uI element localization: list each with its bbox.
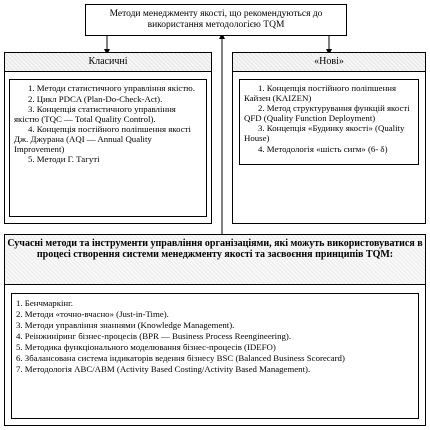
list-item: 7. Методологія ABC/ABM (Activity Based Costing/Activity Based Management). (16, 364, 311, 374)
modern-methods-list (16, 298, 414, 374)
classic-methods-group (4, 52, 212, 224)
list-item: 3. Концепція «Будинку якості» (Quality House) (244, 123, 405, 143)
modern-methods-heading: Сучасні методи та інструменти управління організаціями, які можуть використовуватися в процесі створення системи менеджменту якості та засвоєння принципів TQM: (5, 235, 425, 285)
list-item: 1. Бенчмаркінг. (16, 298, 73, 308)
new-methods-list (244, 84, 414, 154)
list-item: 1. Методи статистичного управління якістю. (28, 83, 195, 93)
diagram-title: Методи менеджменту якості, що рекомендуються до використання методологією TQM (109, 9, 323, 30)
new-methods-header: «Нові» (233, 53, 425, 72)
modern-methods-group (4, 234, 426, 426)
diagram-title-box (85, 4, 347, 36)
list-item: 4. Методологія «шість сигм» (6- δ) (258, 143, 388, 154)
classic-methods-list-box (9, 79, 207, 217)
new-methods-group (232, 52, 426, 224)
list-item: 2. Цикл PDCA (Plan-Do-Check-Act). (28, 93, 163, 104)
list-item: 5. Методика функціонального моделювання бізнес-процесів (IDEFO) (16, 342, 276, 352)
list-item: 4. Реінжиніринг бізнес-процесів (BPR — Business Process Reengineering). (16, 331, 292, 341)
list-item: 4. Концепція постійного поліпшення якості Дж. Джурана (AQI — Annual Quality Improvement) (14, 124, 191, 154)
new-methods-list-box (239, 79, 419, 165)
list-item: 1. Концепція постійного поліпшення Кайзен (KAIZEN) (244, 83, 397, 103)
list-item: 5. Методи Г. Тагуті (28, 154, 100, 165)
classic-methods-list (14, 84, 202, 165)
list-item: 2. Метод структурування функцій якості QFD (Quality Function Deployment) (244, 103, 410, 123)
list-item: 3. Методи управління знаннями (Knowledge Management). (16, 320, 235, 330)
classic-methods-header: Класичні (5, 53, 211, 72)
modern-methods-list-box (11, 293, 419, 419)
list-item: 6. Збалансована система індикаторів ведення бізнесу BSC (Balanced Business Scorecard) (16, 353, 345, 363)
list-item: 2. Методи «точно-вчасно» (Just-in-Time). (16, 309, 169, 319)
list-item: 3. Концепція статистичного управління якістю (TQC — Total Quality Control). (14, 104, 176, 124)
